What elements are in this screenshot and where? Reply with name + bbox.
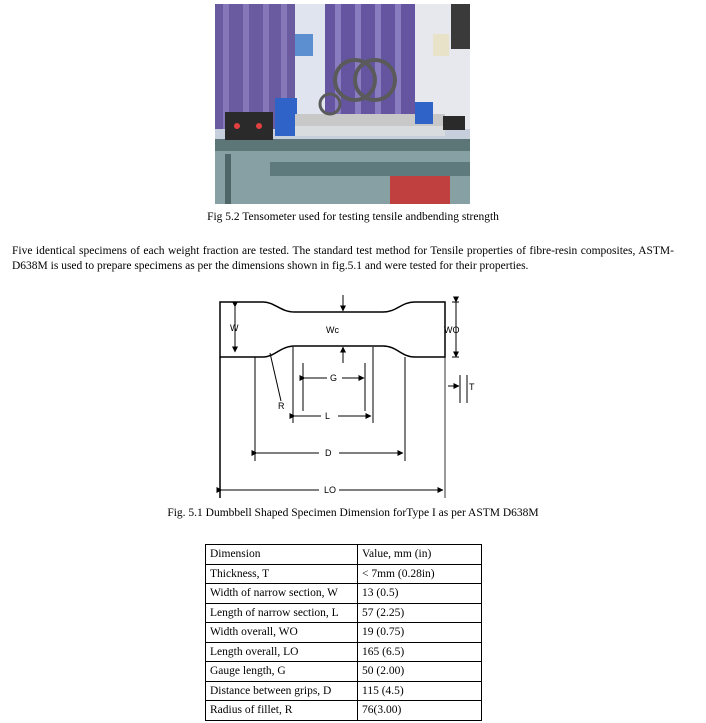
table-row xyxy=(206,623,482,643)
dimension-cell: Gauge length, G xyxy=(206,662,358,682)
label-g: G xyxy=(330,373,338,383)
value-cell: 50 (2.00) xyxy=(358,662,482,682)
value-cell: 19 (0.75) xyxy=(358,623,482,643)
table-header-row xyxy=(206,545,482,565)
dimension-cell: Radius of fillet, R xyxy=(206,701,358,721)
dumbbell-specimen-svg xyxy=(205,293,475,505)
table-row xyxy=(206,642,482,662)
header-value: Value, mm (in) xyxy=(358,545,482,565)
body-paragraph: Five identical specimens of each weight fraction are tested. The standard test method for Tensile properties of fibre-resin composites, ASTM- D638M is used to prepare specimens as per the dimensions shown in fig.5.1 and were tested for their properties. xyxy=(12,245,674,272)
dimension-cell: Length overall, LO xyxy=(206,642,358,662)
value-cell: 76(3.00) xyxy=(358,701,482,721)
dimension-cell: Distance between grips, D xyxy=(206,681,358,701)
table-row xyxy=(206,701,482,721)
value-cell: 115 (4.5) xyxy=(358,681,482,701)
tensometer-photo-illustration xyxy=(215,4,470,204)
label-r: R xyxy=(278,401,285,411)
value-cell: 57 (2.25) xyxy=(358,603,482,623)
label-lo: LO xyxy=(324,485,337,495)
figure-5-1-caption: Fig. 5.1 Dumbbell Shaped Specimen Dimension forType I as per ASTM D638M xyxy=(167,507,539,519)
value-cell: < 7mm (0.28in) xyxy=(358,564,482,584)
dimension-table xyxy=(205,544,482,721)
tensometer-photo xyxy=(215,4,470,204)
table-row xyxy=(206,564,482,584)
label-l: L xyxy=(325,411,331,421)
table-row xyxy=(206,662,482,682)
dumbbell-specimen-drawing xyxy=(205,293,475,505)
dimension-cell: Thickness, T xyxy=(206,564,358,584)
dimension-cell: Length of narrow section, L xyxy=(206,603,358,623)
table-row xyxy=(206,603,482,623)
label-wc: Wc xyxy=(326,325,339,335)
value-cell: 165 (6.5) xyxy=(358,642,482,662)
label-d: D xyxy=(325,448,332,458)
table-row xyxy=(206,584,482,604)
dimension-cell: Width overall, WO xyxy=(206,623,358,643)
value-cell: 13 (0.5) xyxy=(358,584,482,604)
dimension-cell: Width of narrow section, W xyxy=(206,584,358,604)
header-dimension: Dimension xyxy=(206,545,358,565)
label-wo: WO xyxy=(444,325,460,335)
table-row xyxy=(206,681,482,701)
label-t: T xyxy=(469,382,475,392)
label-w: W xyxy=(230,323,239,333)
figure-5-2-caption: Fig 5.2 Tensometer used for testing tensile andbending strength xyxy=(207,211,499,223)
